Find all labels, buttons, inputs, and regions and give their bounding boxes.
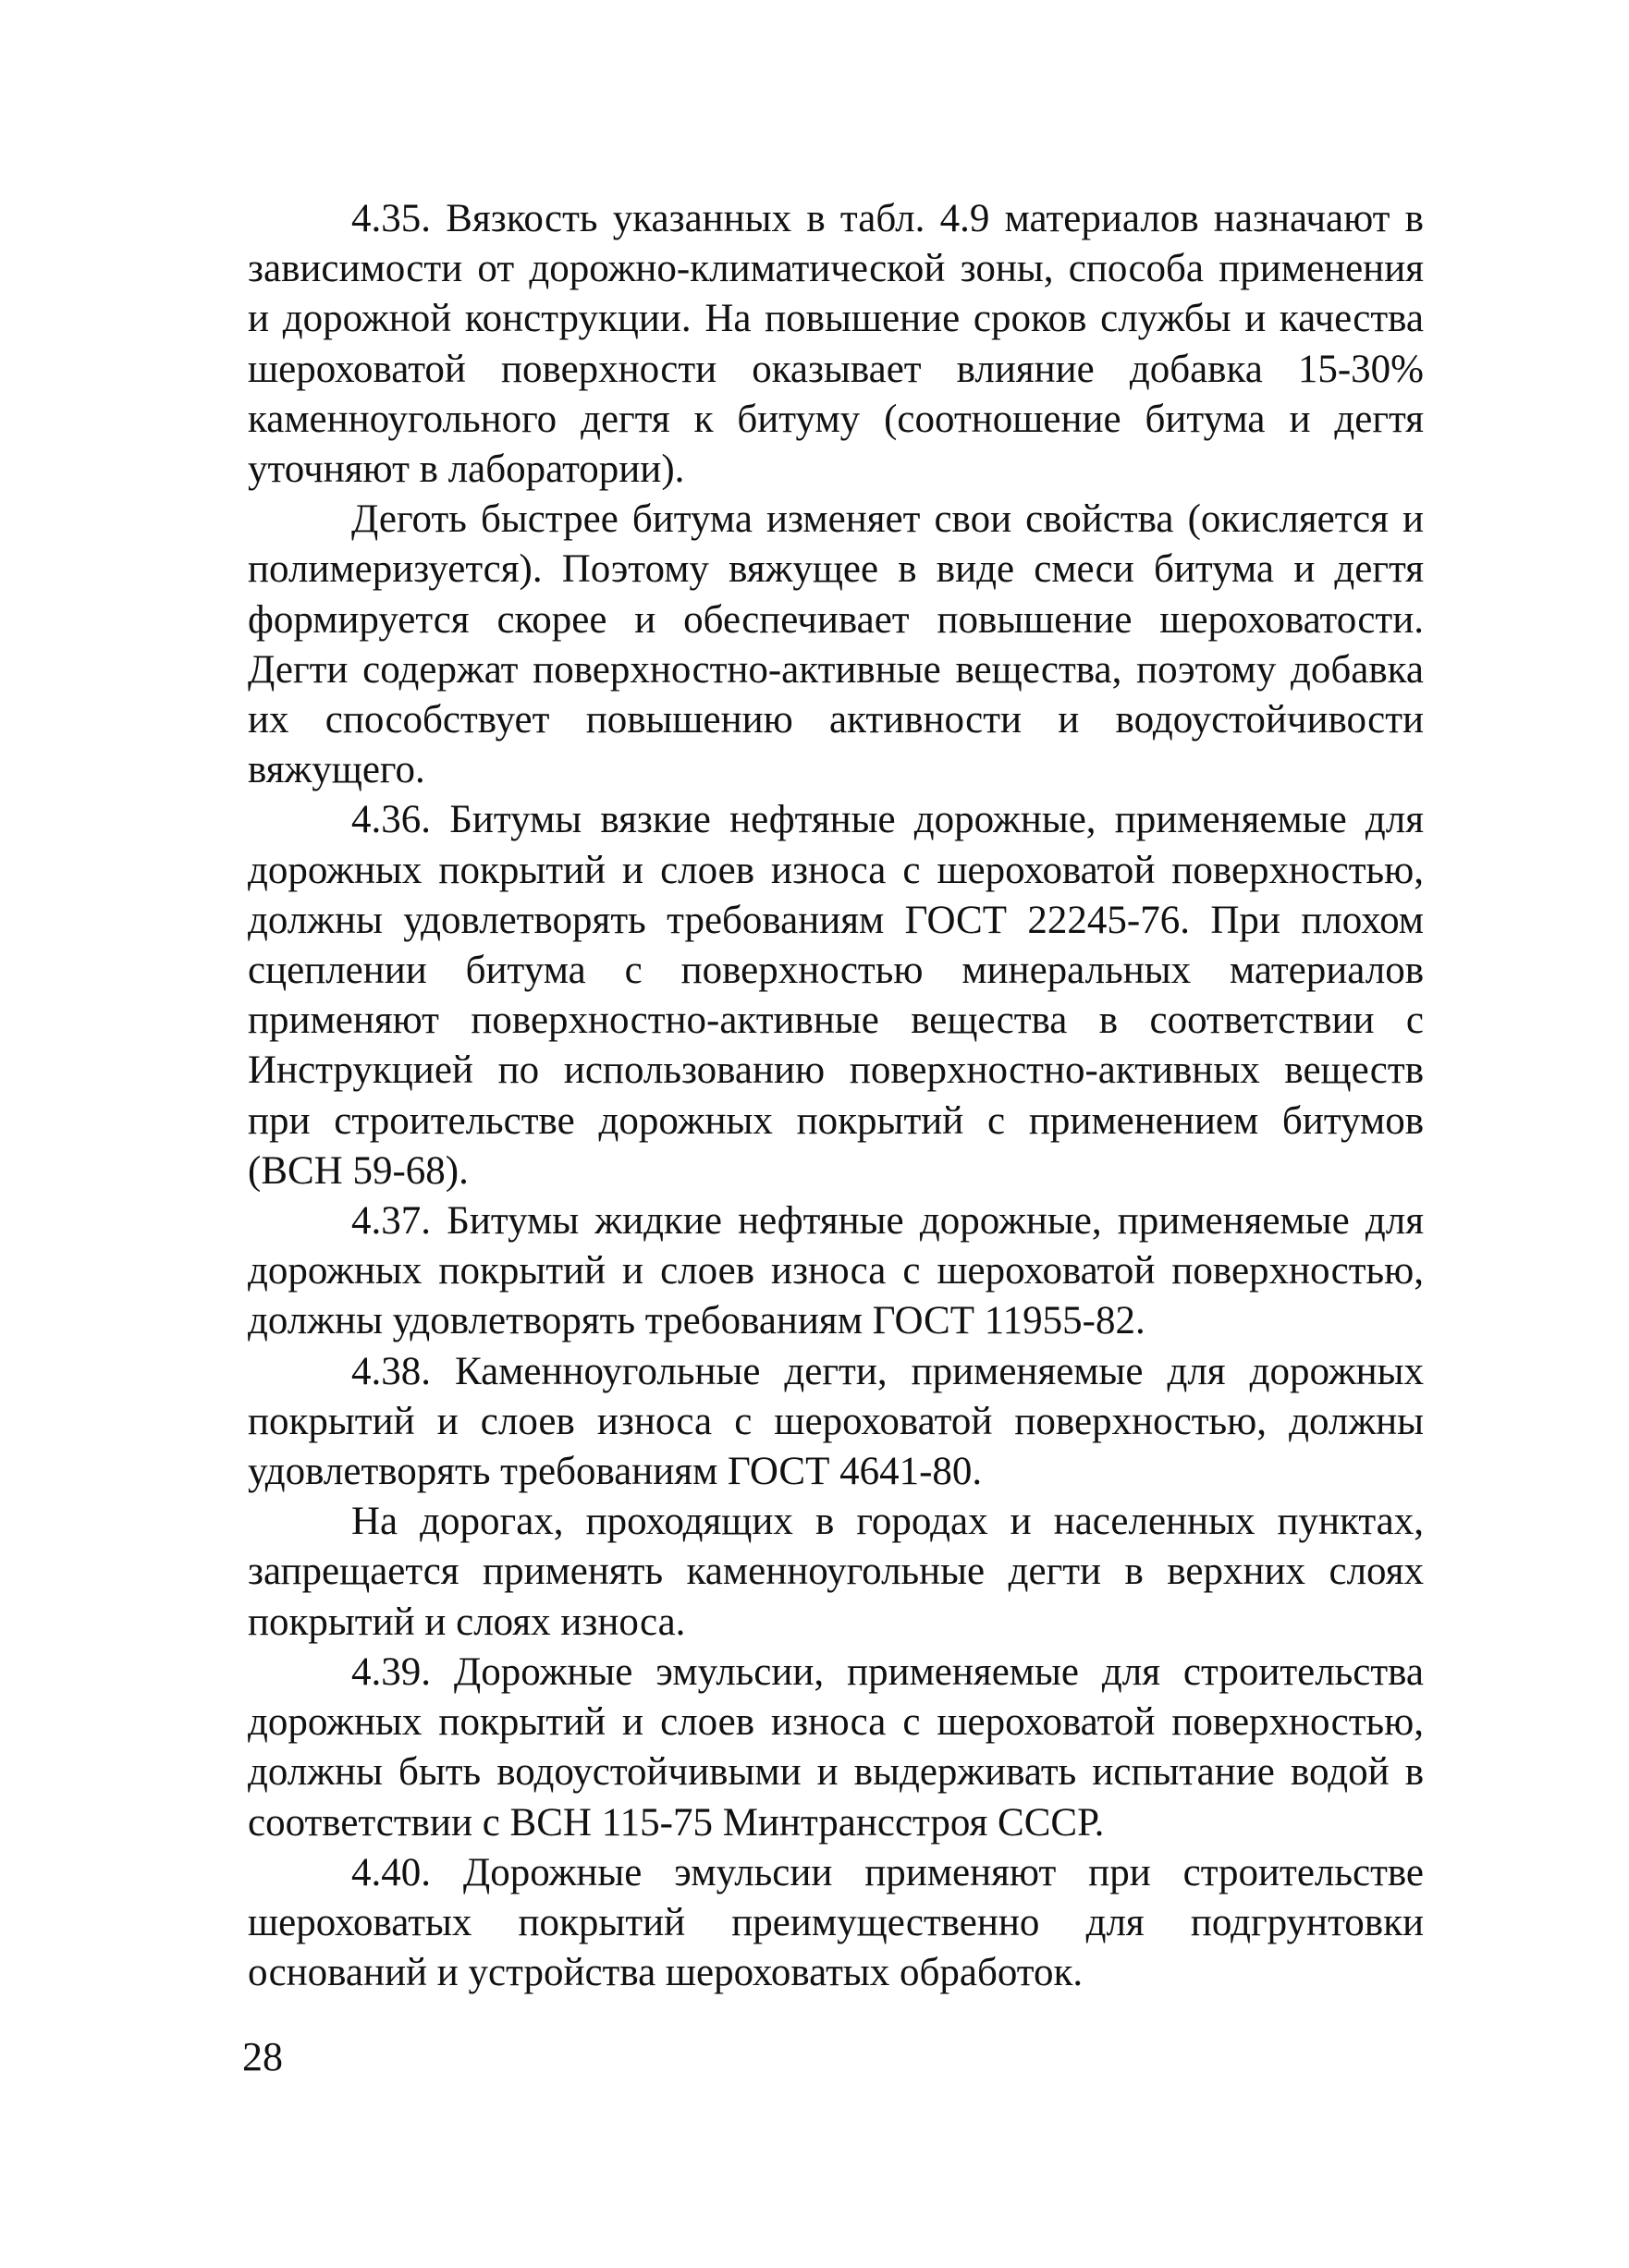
paragraph-4-37: 4.37. Битумы жидкие нефтяные дорожные, применяемые для дорожных покрытий и слоев износа с шероховатой поверхностью, должны удовлетворять требованиям ГОСТ 11955-82. [248, 1199, 1424, 1343]
paragraph-4-39: 4.39. Дорожные эмульсии, применяемые для строительства дорожных покрытий и слоев износа с шероховатой поверхностью, должны быть водоустойчивыми и выдерживать испытание водой в соответствии с ВСН 115-75 Минтрансстроя СССР. [248, 1649, 1424, 1845]
paragraph-city-roads: На дорогах, проходящих в городах и населенных пунктах, запрещается применять каменноугольные дегти в верхних слоях покрытий и слоях износа. [248, 1500, 1424, 1644]
paragraph-4-35: 4.35. Вязкость указанных в табл. 4.9 материалов назначают в зависимости от дорожно-климатической зоны, способа применения и дорожной конструкции. На повышение сроков службы и качества шероховатой поверхности оказывает влияние добавка 15-30% каменноугольного дегтя к битуму (соотношение битума и дегтя уточняют в лаборатории). [248, 197, 1424, 492]
paragraph-4-40: 4.40. Дорожные эмульсии применяют при строительстве шероховатых покрытий преимущественно для подгрунтовки оснований и устройства шероховатых обработок. [248, 1850, 1424, 1995]
paragraph-4-38: 4.38. Каменноугольные дегти, применяемые для дорожных покрытий и слоев износа с шероховатой поверхностью, должны удовлетворять требованиям ГОСТ 4641-80. [248, 1349, 1424, 1494]
paragraph-tar-properties: Деготь быстрее битума изменяет свои свойства (окисляется и полимеризуется). Поэтому вяжущее в виде смеси битума и дегтя формируется скорее и обеспечивает повышение шероховатости. Дегти содержат поверхностно-активные вещества, поэтому добавка их способствует повышению активности и водоустойчивости вяжущего. [248, 497, 1424, 792]
page-number: 28 [242, 2034, 283, 2079]
body-text [248, 194, 1424, 1998]
paragraph-4-36: 4.36. Битумы вязкие нефтяные дорожные, применяемые для дорожных покрытий и слоев износа с шероховатой поверхностью, должны удовлетворять требованиям ГОСТ 22245-76. При плохом сцеплении битума с поверхностью минеральных материалов применяют поверхностно-активные вещества в соответствии с Инструкцией по использованию поверхностно-активных веществ при строительстве дорожных покрытий с применением битумов (ВСН 59-68). [248, 798, 1424, 1193]
